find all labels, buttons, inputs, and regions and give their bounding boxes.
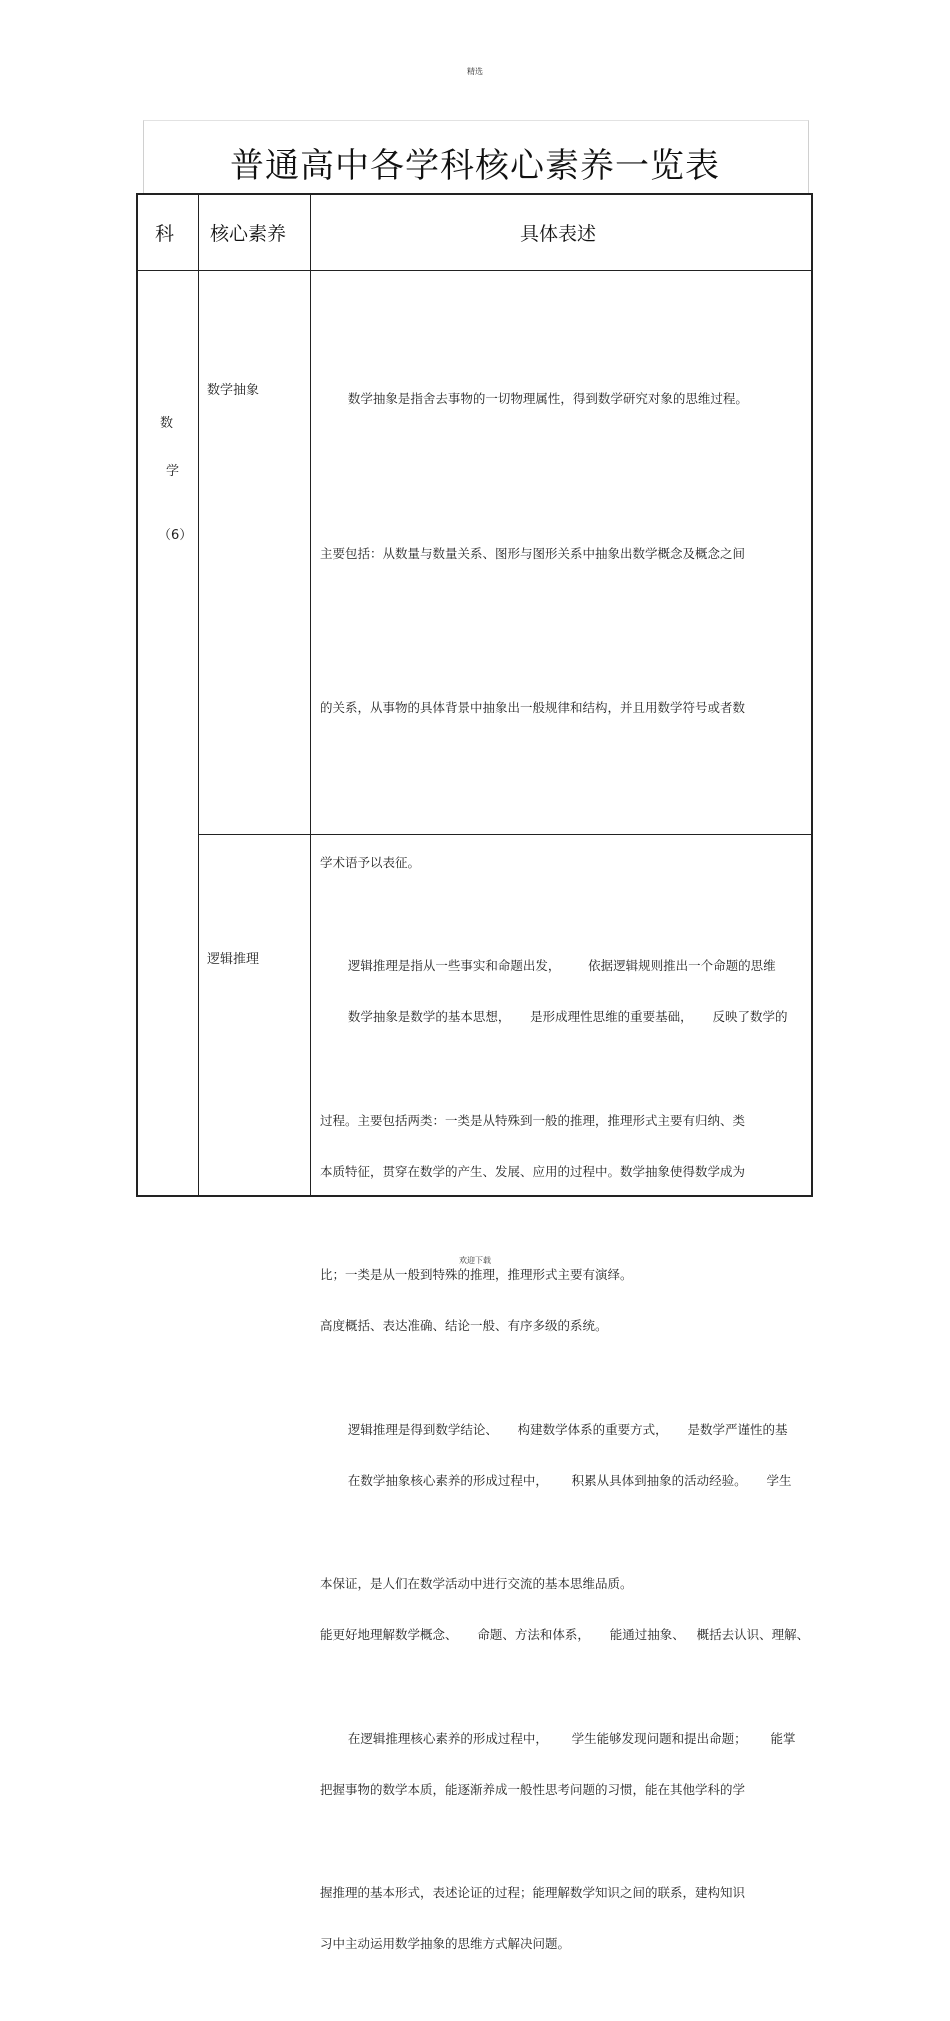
description-line: 高度概括、表达准确、结论一般、有序多级的系统。 <box>320 1318 608 1333</box>
description-line: 在逻辑推理核心素养的形成过程中， 学生能够发现问题和提出命题； 能掌 <box>320 1730 796 1746</box>
column-divider-1 <box>198 194 199 1196</box>
subject-count: （6） <box>158 528 193 543</box>
description-line: 本质特征，贯穿在数学的产生、发展、应用的过程中。数学抽象使得数学成为 <box>320 1163 746 1179</box>
description-line: 逻辑推理是得到数学结论、 构建数学体系的重要方式， 是数学严谨性的基 <box>320 1421 788 1437</box>
description-line: 学术语予以表征。 <box>320 854 421 870</box>
description-line: 在数学抽象核心素养的形成过程中， 积累从具体到抽象的活动经验。 学生 <box>320 1472 792 1488</box>
description-line: 主要包括：从数量与数量关系、图形与图形关系中抽象出数学概念及概念之间 <box>320 545 746 561</box>
description-line: 数学抽象是指舍去事物的一切物理属性，得到数学研究对象的思维过程。 <box>320 391 748 406</box>
description-line: 本保证，是人们在数学活动中进行交流的基本思维品质。 <box>320 1576 633 1591</box>
header-core-literacy: 核心素养 <box>210 223 287 245</box>
description-line: 的关系，从事物的具体背景中抽象出一般规律和结构，并且用数学符号或者数 <box>320 700 746 715</box>
header-subject: 科 <box>155 223 175 245</box>
column-divider-2 <box>310 194 311 1196</box>
description-line: 习中主动运用数学抽象的思维方式解决问题。 <box>320 1936 571 1951</box>
description-line: 握推理的基本形式，表述论证的过程；能理解数学知识之间的联系，建构知识 <box>320 1885 746 1900</box>
description-line: 数学抽象是数学的基本思想， 是形成理性思维的重要基础， 反映了数学的 <box>320 1009 788 1024</box>
core-literacy-name: 数学抽象 <box>207 383 260 398</box>
description-line: 把握事物的数学本质，能逐渐养成一般性思考问题的习惯，能在其他学科的学 <box>320 1781 746 1797</box>
header-description: 具体表述 <box>520 223 597 245</box>
subject-char: 学 <box>166 464 180 479</box>
subject-char: 数 <box>160 416 174 431</box>
description-line: 过程。主要包括两类：一类是从特殊到一般的推理，推理形式主要有归纳、类 <box>320 1112 746 1128</box>
header-watermark: 精选 <box>467 67 483 76</box>
description-line: 能更好地理解数学概念、 命题、方法和体系， 能通过抽象、 概括去认识、理解、 <box>320 1627 810 1642</box>
page-title: 普通高中各学科核心素养一览表 <box>230 146 720 186</box>
description-line: 比；一类是从一般到特殊的推理，推理形式主要有演绎。 <box>320 1267 633 1282</box>
description-line: 逻辑推理是指从一些事实和命题出发， 依据逻辑规则推出一个命题的思维 <box>320 958 776 973</box>
core-literacy-name: 逻辑推理 <box>207 952 260 967</box>
footer-watermark: 欢迎下载 <box>459 1256 491 1265</box>
